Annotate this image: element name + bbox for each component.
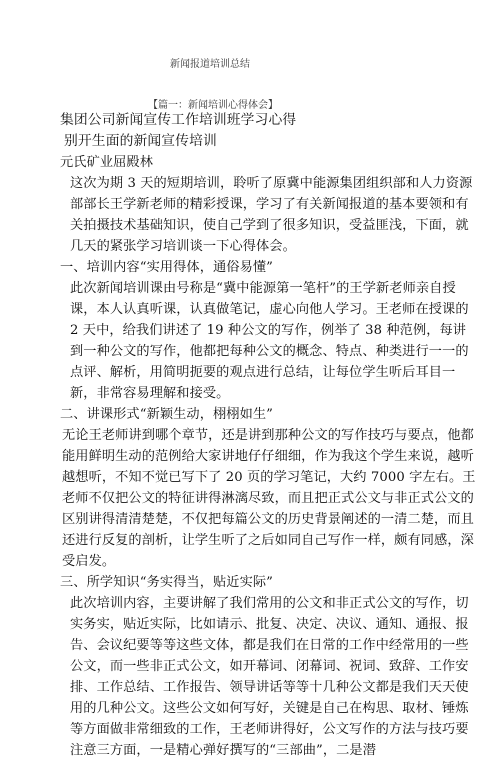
section-heading-2: 二、讲课形式“新颖生动，栩栩如生” — [60, 407, 273, 422]
article-title-line2: 别开生面的新闻宣传培训 — [64, 133, 217, 149]
document-title: 新闻报道培训总结 — [170, 59, 250, 70]
section-heading-1: 一、培训内容“实用得体，通俗易懂” — [60, 260, 273, 275]
section-label: 【篇一：新闻培训心得体会】 — [148, 100, 278, 111]
paragraph-section-3: 此次培训内容，主要讲解了我们常用的公文和非正式公文的写作，切实务实，贴近实际，比如请示、批复、决定、决议、通知、通报、报告、会议纪要等等这些文体，都是我们在日常的工作中经常用的一些公文，而一些非正式公文，如开幕词、闭幕词、祝词、致辞、工作安排、工作总结、工作报告、领导讲话等等十几种公文都是我们天天使用的几种公文。这些公文如何写好，关键是自己在构思、取材、锤炼等方面做非常细致的工作，王老师讲得好，公文写作的方法与技巧要注意三方面，一是精心弹好撰写的“三部曲”，二是潜 — [70, 596, 469, 758]
article-author: 元氏矿业屈殿林 — [60, 155, 154, 170]
paragraph-intro: 这次为期 3 天的短期培训，聆听了原冀中能源集团组织部和人力资源部部长王学新老师的精彩授课，学习了有关新闻报道的基本要领和有关拍摄技术基础知识，使自己学到了很多知识，受益匪浅，下面，就几天的紧张学习培训谈一下心得体会。 — [70, 176, 473, 254]
section-heading-3: 三、所学知识“务实得当，贴近实际” — [60, 575, 273, 590]
paragraph-section-1: 此次新闻培训课由号称是“冀中能源第一笔杆”的王学新老师亲自授课，本人认真听课，认真做笔记，虚心向他人学习。王老师在授课的 2 天中，给我们讲述了 19 种公文的写作，例举了 38 种范例，每讲到一种公文的写作，他都把每种公文的概念、特点、种类进行一一的点评、解析，用简明扼要的观点进行总结，让每位学生听后耳目一新，非常容易理解和接受。 — [70, 281, 469, 401]
article-title-line1: 集团公司新闻宣传工作培训班学习心得 — [60, 112, 297, 128]
article-body — [60, 110, 478, 761]
paragraph-section-2: 无论王老师讲到哪个章节，还是讲到那种公文的写作技巧与要点，他都能用鲜明生动的范例给大家讲地仔仔细细，作为我这个学生来说，越听越想听，不知不觉已写下了 20 页的学习笔记，大约 7000 字左右。王老师不仅把公文的特征讲得淋漓尽致，而且把正式公文与非正式公文的区别讲得清清楚楚，不仅把每篇公文的历史背景阐述的一清二楚，而且还进行反复的剖析，让学生听了之后如同自己写作一样，颇有同感，深受启发。 — [62, 428, 476, 569]
